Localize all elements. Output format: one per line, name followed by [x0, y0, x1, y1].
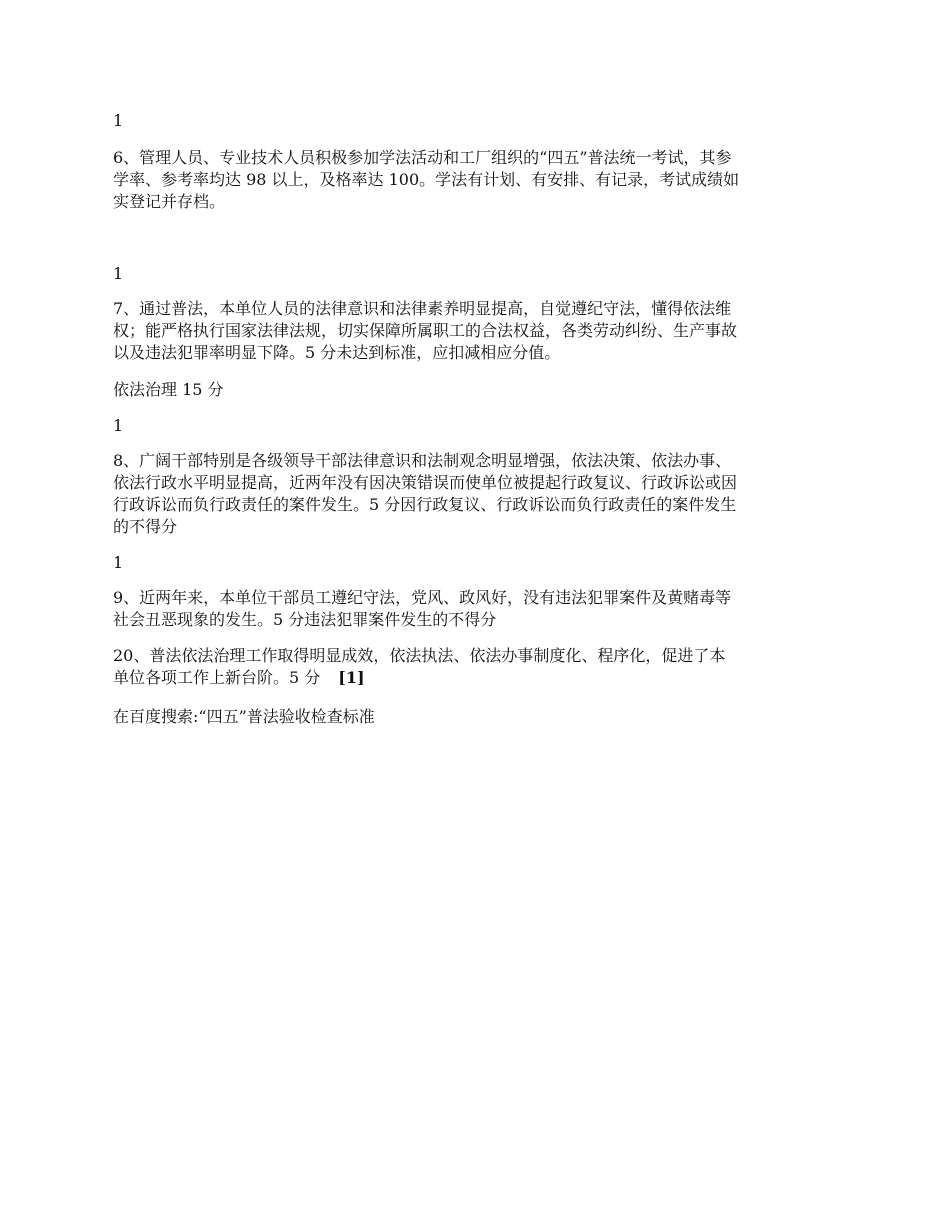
item-score-2: 1 — [113, 264, 124, 283]
item-score-1: 1 — [113, 111, 124, 130]
item-score-4: 1 — [113, 553, 124, 572]
line-text: 单位各项工作上新台阶。5 分 — [113, 668, 321, 687]
line: 权；能严格执行国家法律法规，切实保障所属职工的合法权益，各类劳动纠纷、生产事故 — [113, 321, 738, 340]
search-hint: 在百度搜索:“四五”普法验收检查标准 — [113, 707, 375, 726]
line: 6、管理人员、专业技术人员积极参加学法活动和工厂组织的“四五”普法统一考试，其参 — [113, 148, 732, 167]
line: 以及违法犯罪率明显下降。5 分未达到标准，应扣减相应分值。 — [113, 343, 561, 362]
line: 20、普法依法治理工作取得明显成效，依法执法、依法办事制度化、程序化，促进了本 — [113, 646, 726, 665]
paragraph-item-8 — [113, 450, 737, 538]
paragraph-item-9 — [113, 587, 731, 631]
line: 实登记并存档。 — [113, 192, 226, 211]
line — [113, 667, 725, 689]
paragraph-item-20 — [113, 645, 725, 689]
line: 9、近两年来，本单位干部员工遵纪守法，党风、政风好，没有违法犯罪案件及黄赌毒等 — [113, 588, 732, 607]
line: 学率、参考率均达 98 以上，及格率达 100。学法有计划、有安排、有记录，考试成绩如 — [113, 170, 740, 189]
paragraph-item-7 — [113, 298, 737, 364]
reference-link[interactable]: [1] — [338, 668, 365, 687]
line: 依法行政水平明显提高，近两年没有因决策错误而使单位被提起行政复议、行政诉讼或因 — [113, 473, 738, 492]
line: 行政诉讼而负行政责任的案件发生。5 分因行政复议、行政诉讼而负行政责任的案件发生 — [113, 495, 737, 514]
item-score-3: 1 — [113, 416, 124, 435]
line: 社会丑恶现象的发生。5 分违法犯罪案件发生的不得分 — [113, 610, 497, 629]
line: 的不得分 — [113, 517, 178, 536]
line: 7、通过普法，本单位人员的法律意识和法律素养明显提高，自觉遵纪守法，懂得依法维 — [113, 299, 732, 318]
line: 8、广阔干部特别是各级领导干部法律意识和法制观念明显增强，依法决策、依法办事、 — [113, 451, 732, 470]
paragraph-item-6 — [113, 147, 739, 213]
section-heading: 依法治理 15 分 — [113, 380, 224, 399]
